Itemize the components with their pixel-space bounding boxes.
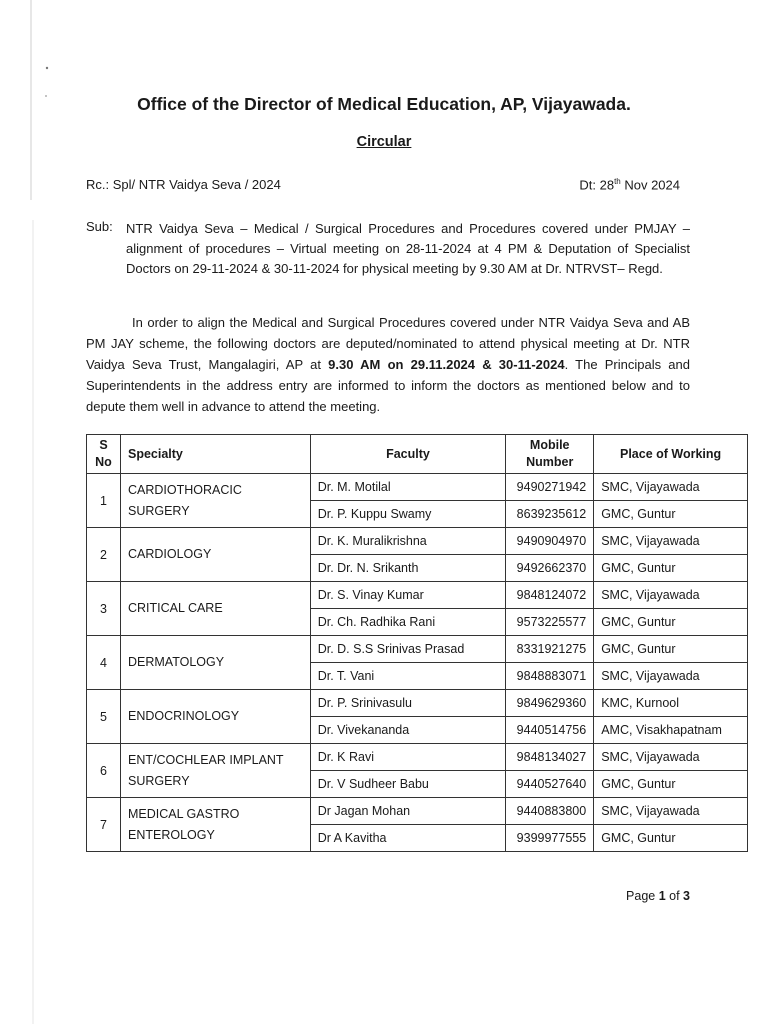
table-row	[87, 798, 748, 825]
cell-sno: 3	[87, 582, 121, 636]
cell-sno: 2	[87, 528, 121, 582]
cell-faculty: Dr. Ch. Radhika Rani	[310, 609, 506, 636]
reference-number: Rc.: Spl/ NTR Vaidya Seva / 2024	[86, 177, 281, 192]
cell-faculty: Dr. M. Motilal	[310, 474, 506, 501]
cell-place: GMC, Guntur	[594, 825, 748, 852]
cell-place: SMC, Vijayawada	[594, 528, 748, 555]
cell-mobile: 9573225577	[506, 609, 594, 636]
cell-sno: 7	[87, 798, 121, 852]
cell-place: AMC, Visakhapatnam	[594, 717, 748, 744]
header-specialty: Specialty	[120, 435, 310, 474]
cell-faculty: Dr. S. Vinay Kumar	[310, 582, 506, 609]
subject-text: NTR Vaidya Seva – Medical / Surgical Procedures and Procedures covered under PMJAY – alignment of procedures – Virtual meeting on 28-11-2024 at 4 PM & Deputation of Specialist Doctors on 29-11-2024 & 30-11-2024 for physical meeting by 9.30 AM at Dr. NTRVST– Regd.	[126, 221, 690, 276]
header-sno: S No	[87, 435, 121, 474]
cell-mobile: 9848124072	[506, 582, 594, 609]
subject-label: Sub:	[86, 219, 113, 234]
table-row	[87, 744, 748, 771]
cell-specialty: CARDIOTHORACIC SURGERY	[120, 474, 310, 528]
cell-mobile: 8331921275	[506, 636, 594, 663]
cell-sno: 4	[87, 636, 121, 690]
cell-mobile: 9440527640	[506, 771, 594, 798]
cell-place: SMC, Vijayawada	[594, 798, 748, 825]
circular-heading: Circular	[356, 134, 412, 150]
cell-mobile: 9440883800	[506, 798, 594, 825]
cell-faculty: Dr A Kavitha	[310, 825, 506, 852]
cell-specialty: DERMATOLOGY	[120, 636, 310, 690]
cell-place: GMC, Guntur	[594, 555, 748, 582]
circular-date: Dt: 28th Nov 2024	[579, 177, 680, 193]
cell-specialty: CARDIOLOGY	[120, 528, 310, 582]
cell-mobile: 8639235612	[506, 501, 594, 528]
cell-place: SMC, Vijayawada	[594, 582, 748, 609]
cell-place: GMC, Guntur	[594, 771, 748, 798]
cell-place: GMC, Guntur	[594, 501, 748, 528]
cell-specialty: ENDOCRINOLOGY	[120, 690, 310, 744]
cell-faculty: Dr Jagan Mohan	[310, 798, 506, 825]
cell-mobile: 9849629360	[506, 690, 594, 717]
cell-specialty: ENT/COCHLEAR IMPLANT SURGERY	[120, 744, 310, 798]
cell-faculty: Dr. D. S.S Srinivas Prasad	[310, 636, 506, 663]
document-title: Office of the Director of Medical Education, AP, Vijayawada.	[137, 94, 631, 114]
header-faculty: Faculty	[310, 435, 506, 474]
cell-sno: 6	[87, 744, 121, 798]
cell-faculty: Dr. Vivekananda	[310, 717, 506, 744]
cell-faculty: Dr. K. Muralikrishna	[310, 528, 506, 555]
cell-place: SMC, Vijayawada	[594, 744, 748, 771]
cell-mobile: 9848134027	[506, 744, 594, 771]
cell-mobile: 9440514756	[506, 717, 594, 744]
table-row	[87, 690, 748, 717]
cell-faculty: Dr. P. Srinivasulu	[310, 690, 506, 717]
doctors-table	[86, 434, 748, 852]
cell-place: GMC, Guntur	[594, 609, 748, 636]
cell-sno: 5	[87, 690, 121, 744]
cell-faculty: Dr. T. Vani	[310, 663, 506, 690]
table-row	[87, 528, 748, 555]
cell-faculty: Dr. Dr. N. Srikanth	[310, 555, 506, 582]
cell-mobile: 9490904970	[506, 528, 594, 555]
cell-mobile: 9848883071	[506, 663, 594, 690]
table-row	[87, 636, 748, 663]
table-row	[87, 582, 748, 609]
header-place: Place of Working	[594, 435, 748, 474]
cell-place: SMC, Vijayawada	[594, 663, 748, 690]
cell-faculty: Dr. V Sudheer Babu	[310, 771, 506, 798]
cell-sno: 1	[87, 474, 121, 528]
cell-place: GMC, Guntur	[594, 636, 748, 663]
table-row	[87, 474, 748, 501]
cell-specialty: CRITICAL CARE	[120, 582, 310, 636]
cell-place: SMC, Vijayawada	[594, 474, 748, 501]
cell-place: KMC, Kurnool	[594, 690, 748, 717]
cell-mobile: 9399977555	[506, 825, 594, 852]
body-paragraph: In order to align the Medical and Surgical Procedures covered under NTR Vaidya Seva and AB PM JAY scheme, the following doctors are deputed/nominated to attend physical meeting at Dr. NTR Vaidya Seva Trust, Mangalagiri, AP at 9.30 AM on 29.11.2024 & 30-11-2024. The Principals and Superintendents in the address entry are informed to inform the doctors as mentioned below and to depute them well in advance to attend the meeting.	[86, 315, 690, 414]
cell-faculty: Dr. P. Kuppu Swamy	[310, 501, 506, 528]
header-mobile: Mobile Number	[506, 435, 594, 474]
cell-faculty: Dr. K Ravi	[310, 744, 506, 771]
cell-mobile: 9490271942	[506, 474, 594, 501]
cell-mobile: 9492662370	[506, 555, 594, 582]
meeting-time-highlight: 9.30 AM on 29.11.2024 & 30-11-2024	[328, 357, 565, 372]
page-number: Page 1 of 3	[626, 889, 690, 903]
table-header-row	[87, 435, 748, 474]
cell-specialty: MEDICAL GASTRO ENTEROLOGY	[120, 798, 310, 852]
